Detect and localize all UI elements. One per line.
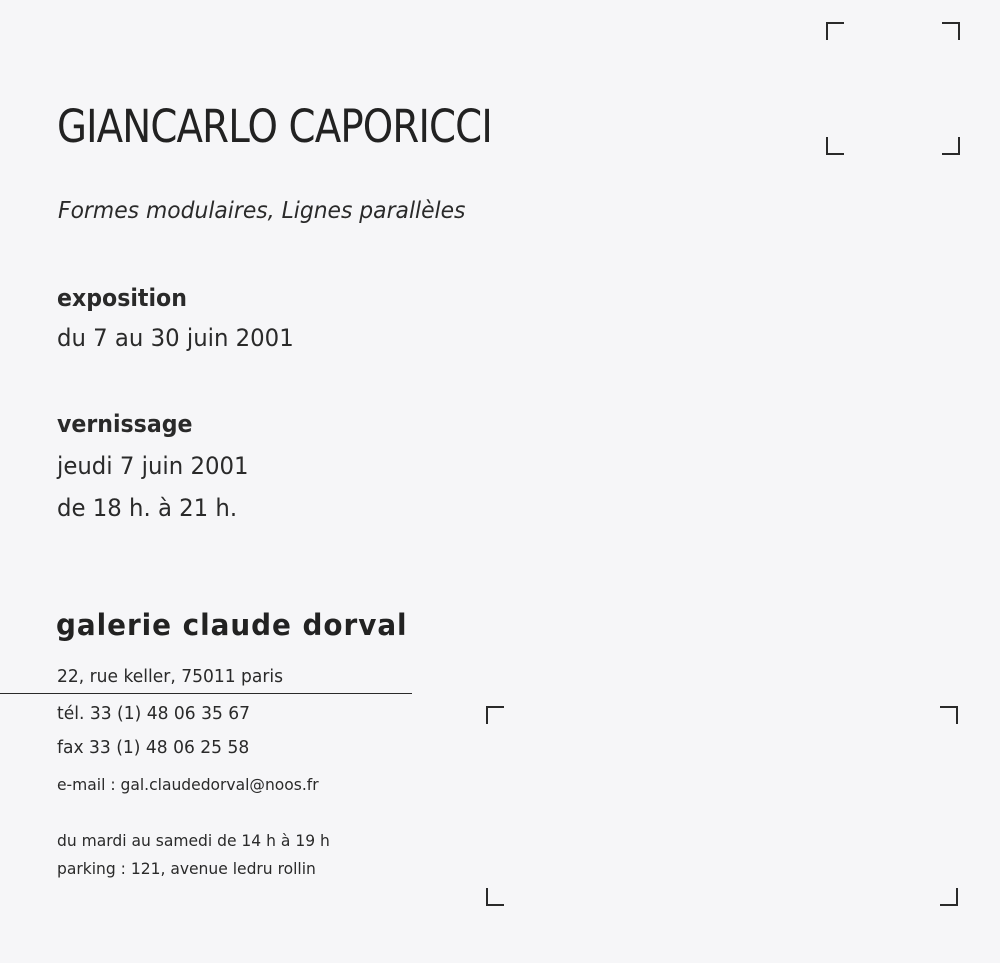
crop-mark-top-right-icon: [940, 706, 958, 724]
crop-mark-bottom-left-icon: [826, 137, 844, 155]
gallery-fax: fax 33 (1) 48 06 25 58: [57, 737, 250, 758]
crop-mark-bottom-left-icon: [486, 888, 504, 906]
opening-date: jeudi 7 juin 2001: [57, 452, 249, 480]
crop-mark-top-left-icon: [826, 22, 844, 40]
exhibition-heading: exposition: [57, 284, 187, 312]
artist-name: GIANCARLO CAPORICCI: [57, 100, 492, 153]
opening-time: de 18 h. à 21 h.: [57, 494, 238, 522]
divider-rule: [0, 693, 412, 694]
gallery-name: galerie claude dorval: [56, 608, 408, 642]
gallery-email: e-mail : gal.claudedorval@noos.fr: [57, 775, 319, 794]
exhibition-dates: du 7 au 30 juin 2001: [57, 324, 294, 352]
crop-mark-bottom-right-icon: [942, 137, 960, 155]
gallery-hours: du mardi au samedi de 14 h à 19 h: [57, 831, 330, 850]
crop-mark-top-right-icon: [942, 22, 960, 40]
exhibition-subtitle: Formes modulaires, Lignes parallèles: [58, 198, 466, 224]
crop-mark-top-left-icon: [486, 706, 504, 724]
gallery-parking: parking : 121, avenue ledru rollin: [57, 859, 316, 878]
crop-mark-bottom-right-icon: [940, 888, 958, 906]
gallery-phone: tél. 33 (1) 48 06 35 67: [57, 703, 251, 724]
opening-heading: vernissage: [57, 410, 193, 438]
gallery-address: 22, rue keller, 75011 paris: [57, 666, 284, 687]
